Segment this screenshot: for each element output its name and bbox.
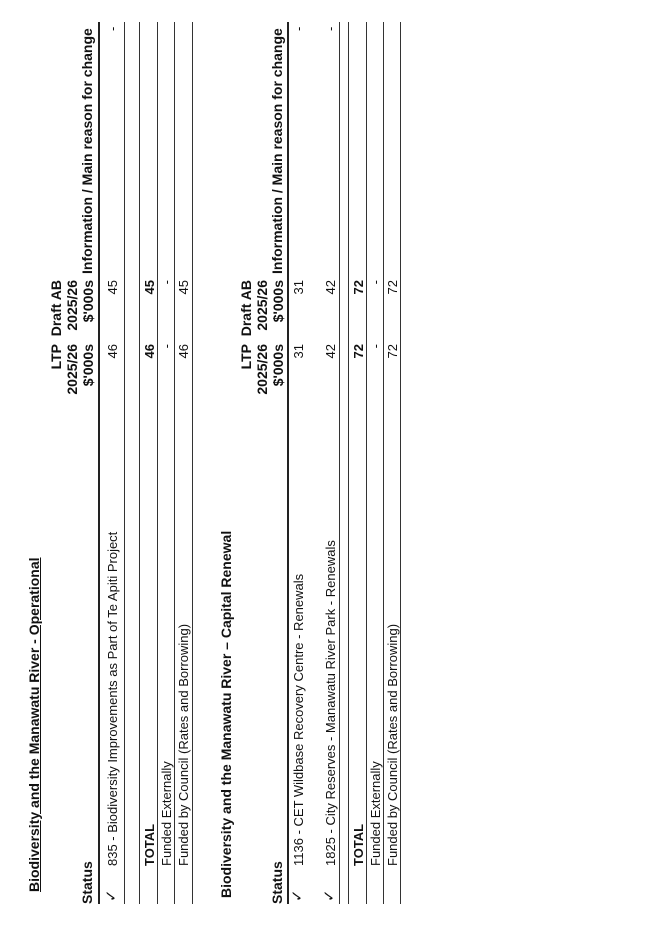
funded-externally-label: Funded Externally — [159, 761, 174, 866]
row-item: 1825 - City Reserves - Manawatu River Park - Renewals — [323, 540, 338, 866]
row-ltp: 31 — [291, 344, 306, 359]
row-rule — [124, 22, 125, 904]
funded-council-rule — [192, 22, 193, 904]
row-draft: 42 — [323, 280, 338, 295]
section-title-operational: Biodiversity and the Manawatu River - Operational — [26, 557, 42, 892]
funded-externally-label: Funded Externally — [368, 761, 383, 866]
total-label: TOTAL — [142, 823, 157, 866]
row-ltp: 42 — [323, 344, 338, 359]
funded-council-ltp: 46 — [176, 344, 191, 359]
funded-council-draft: 45 — [176, 280, 191, 295]
funded-externally-rule — [174, 22, 175, 904]
total-draft: 45 — [142, 280, 157, 295]
row-info: - — [105, 26, 120, 31]
section-title-capital-renewal: Biodiversity and the Manawatu River – Capital Renewal — [218, 530, 234, 898]
row-ltp: 46 — [105, 344, 120, 359]
status-check-icon: ✓ — [321, 889, 338, 902]
funded-council-ltp: 72 — [385, 344, 400, 359]
info-header: Information / Main reason for change — [269, 28, 285, 274]
row-info: - — [291, 26, 306, 31]
total-bottom-rule — [157, 22, 158, 904]
draft-header: Draft AB 2025/26 $'000s — [238, 280, 286, 337]
total-top-rule — [348, 22, 349, 904]
total-label: TOTAL — [351, 823, 366, 866]
ltp-header: LTP 2025/26 $'000s — [48, 344, 96, 395]
ltp-header: LTP 2025/26 $'000s — [238, 344, 286, 395]
funded-externally-draft: - — [159, 280, 174, 285]
row-item: 1136 - CET Wildbase Recovery Centre - Renewals — [291, 573, 306, 866]
status-header: Status — [79, 861, 95, 904]
status-check-icon: ✓ — [289, 889, 306, 902]
funded-council-label: Funded by Council (Rates and Borrowing) — [176, 623, 191, 866]
funded-externally-ltp: - — [159, 344, 174, 349]
status-check-icon: ✓ — [103, 889, 120, 902]
funded-externally-draft: - — [368, 280, 383, 285]
funded-externally-rule — [383, 22, 384, 904]
header-rule — [287, 22, 289, 904]
funded-council-rule — [400, 22, 401, 904]
total-top-rule — [139, 22, 140, 904]
total-ltp: 72 — [351, 344, 366, 359]
info-header: Information / Main reason for change — [79, 28, 95, 274]
status-header: Status — [269, 861, 285, 904]
funded-externally-ltp: - — [368, 344, 383, 349]
row-item: 835 - Biodiversity Improvements as Part of Te Apiti Project — [105, 531, 120, 866]
total-draft: 72 — [351, 280, 366, 295]
header-rule — [98, 22, 100, 904]
funded-council-label: Funded by Council (Rates and Borrowing) — [385, 623, 400, 866]
draft-header: Draft AB 2025/26 $'000s — [48, 280, 96, 337]
funded-council-draft: 72 — [385, 280, 400, 295]
row-draft: 45 — [105, 280, 120, 295]
row-draft: 31 — [291, 280, 306, 295]
row-info: - — [323, 26, 338, 31]
total-ltp: 46 — [142, 344, 157, 359]
total-bottom-rule — [366, 22, 367, 904]
row-rule — [339, 22, 340, 904]
